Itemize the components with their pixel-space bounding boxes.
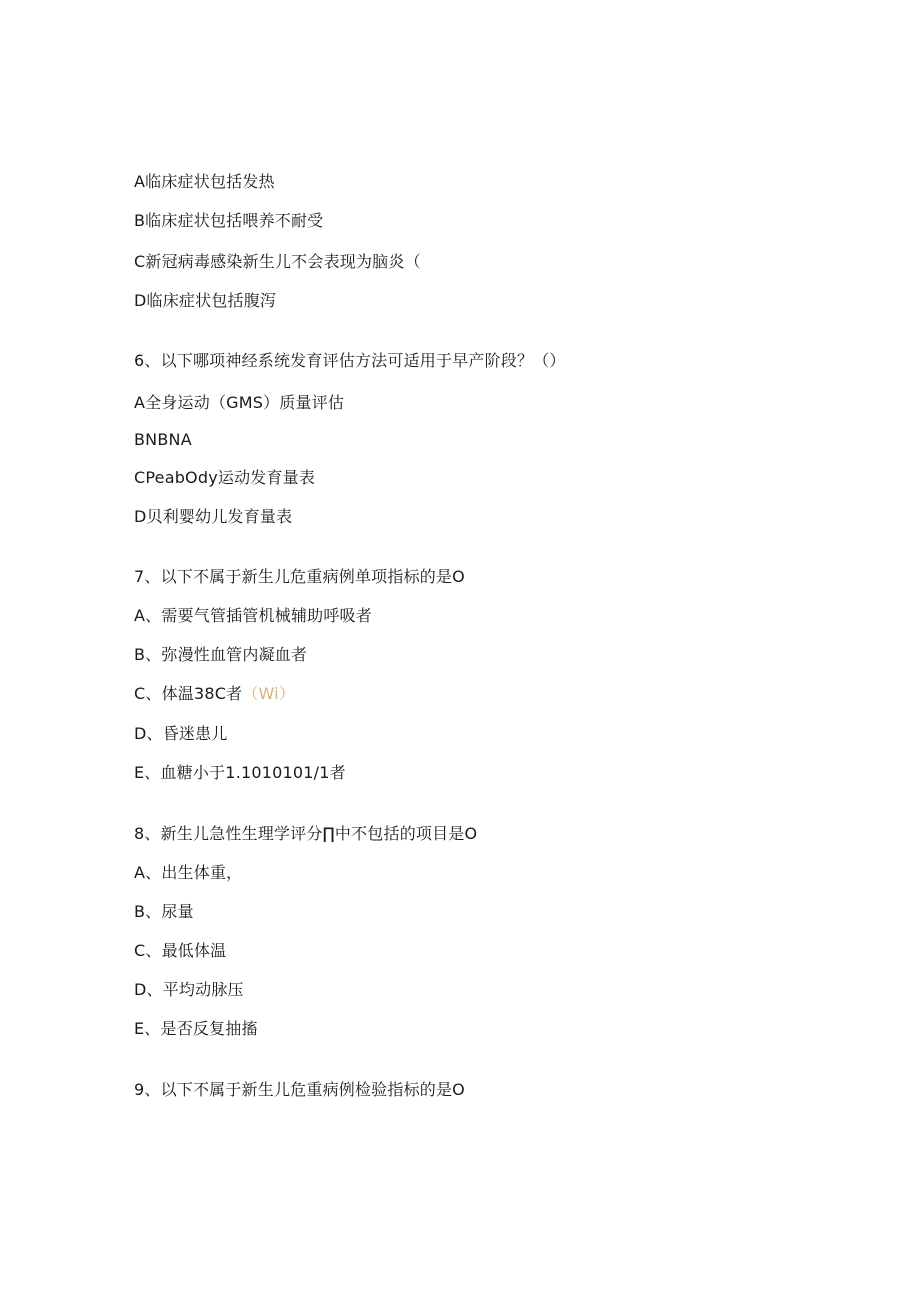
- q6-question: 6、以下哪项神经系统发育评估方法可适用于早产阶段？（）: [134, 351, 566, 370]
- q8-question: 8、新生儿急性生理学评分∏中不包括的项目是O: [134, 824, 478, 843]
- q6-option-d: D贝利婴幼儿发育量表: [134, 507, 293, 526]
- q7-option-c: [134, 684, 295, 704]
- q8-option-b: B、尿量: [134, 902, 194, 921]
- q7-question: 7、以下不属于新生儿危重病例单项指标的是O: [134, 567, 465, 586]
- q7-option-d: D、昏迷患儿: [134, 724, 228, 743]
- q9-question: 9、以下不属于新生儿危重病例检验指标的是O: [134, 1080, 465, 1099]
- q5-option-d: D临床症状包括腹泻: [134, 291, 277, 310]
- q5-option-b: B临床症状包括喂养不耐受: [134, 211, 324, 230]
- q8-option-a: A、出生体重，: [134, 863, 243, 882]
- q7-option-e: E、血糖小于1.1010101/1者: [134, 763, 346, 782]
- q8-option-c: C、最低体温: [134, 941, 227, 960]
- q8-option-e: E、是否反复抽搐: [134, 1019, 258, 1038]
- q7-option-c-mark: （Wi）: [242, 684, 296, 703]
- q5-option-a: A临床症状包括发热: [134, 172, 275, 191]
- q7-option-b: B、弥漫性血管内凝血者: [134, 645, 308, 664]
- q6-option-c: CPeabOdy运动发育量表: [134, 468, 316, 487]
- q6-option-b: BNBNA: [134, 430, 192, 449]
- q7-option-a: A、需要气管插管机械辅助呼吸者: [134, 606, 372, 625]
- q6-option-a: A全身运动（GMS）质量评估: [134, 393, 345, 412]
- q5-option-c: C新冠病毒感染新生儿不会表现为脑炎（: [134, 252, 421, 271]
- q7-option-c-text: C、体温38C者: [134, 684, 243, 703]
- q8-option-d: D、平均动脉压: [134, 980, 244, 999]
